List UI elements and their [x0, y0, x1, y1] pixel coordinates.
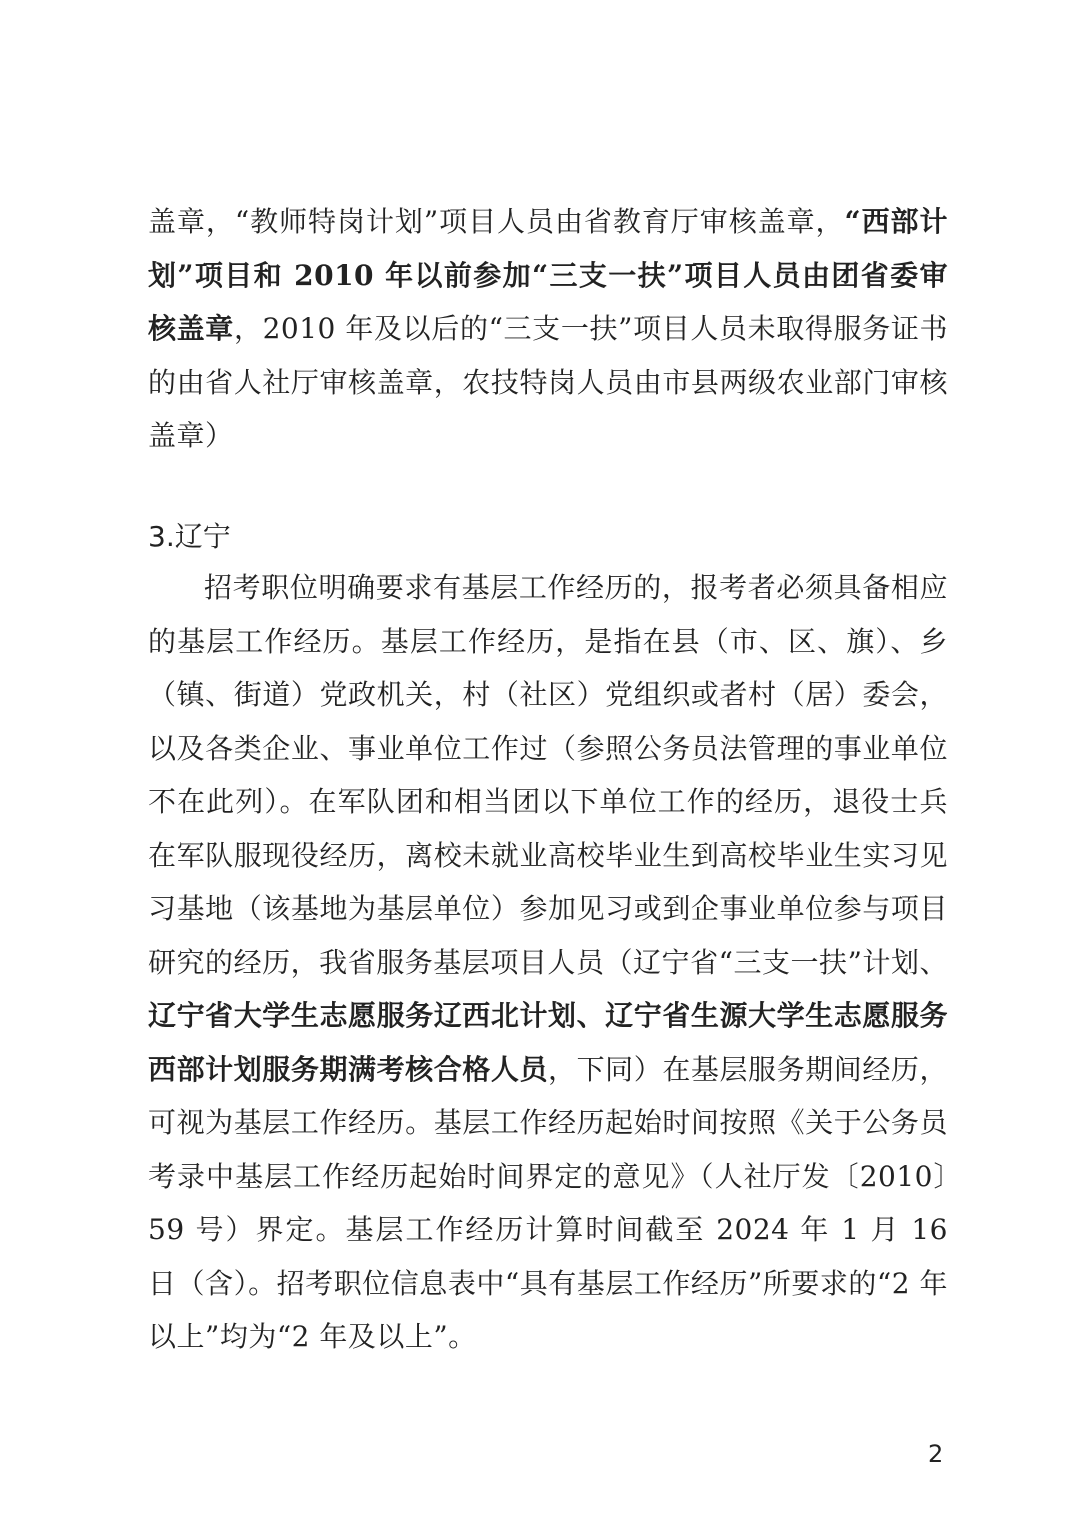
paragraph-1-text-end: ，2010 年及以后的“三支一扶”项目人员未取得服务证书的由省人社厅审核盖章，农技特岗人员由市县两级农业部门审核盖章） [148, 312, 948, 452]
paragraph-liaoning [148, 561, 948, 1364]
paragraph-1-text-start: 盖章，“教师特岗计划”项目人员由省教育厅审核盖章， [148, 205, 845, 238]
paragraph-1-bold-text: “西部计划”项目和 2010 年以前参加“三支一扶”项目人员由团省委审核盖章 [148, 205, 948, 345]
page-number: 2 [928, 1440, 944, 1468]
paragraph-continuation [148, 195, 948, 463]
paragraph-2-text-end: ，下同）在基层服务期间经历，可视为基层工作经历。基层工作经历起始时间按照《关于公务员考录中基层工作经历起始时间界定的意见》（人社厅发〔2010〕59 号）界定。基层工作经历计算时间截至 2024 年 1 月 16 日（含）。招考职位信息表中“具有基层工作经历”所要求的“2 年以上”均为“2 年及以上”。 [148, 1052, 948, 1353]
section-heading: 3.辽宁 [148, 520, 231, 553]
paragraph-2-text-start: 招考职位明确要求有基层工作经历的，报考者必须具备相应的基层工作经历。基层工作经历，是指在县（市、区、旗）、乡（镇、街道）党政机关，村（社区）党组织或者村（居）委会，以及各类企业、事业单位工作过（参照公务员法管理的事业单位不在此列）。在军队团和相当团以下单位工作的经历，退役士兵在军队服现役经历，离校未就业高校毕业生到高校毕业生实习见习基地（该基地为基层单位）参加见习或到企事业单位参与项目研究的经历，我省服务基层项目人员（辽宁省“三支一扶”计划、 [148, 571, 948, 979]
paragraph-2-bold-text: 辽宁省大学生志愿服务辽西北计划、辽宁省生源大学生志愿服务西部计划服务期满考核合格人员 [148, 999, 948, 1086]
